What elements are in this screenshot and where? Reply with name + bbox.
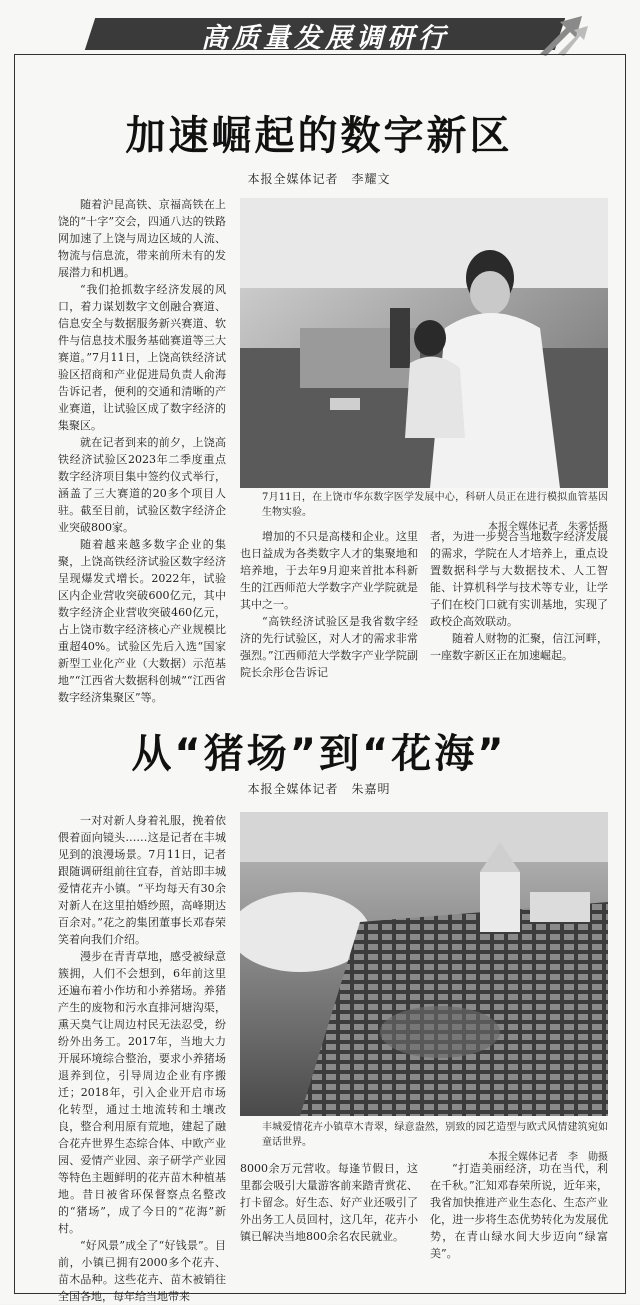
paragraph: 随着沪昆高铁、京福高铁在上饶的“十字”交会，四通八达的铁路网加速了上饶与周边区域的人流、物流与信息流，带来前所未有的发展潜力和机遇。	[58, 198, 226, 279]
paragraph: 增加的不只是高楼和企业。这里也日益成为各类数字人才的集聚地和培养地，于去年9月迎来首批本科新生的江西师范大学数字产业学院就是其中之一。	[240, 530, 418, 611]
paragraph: 漫步在青青草地，感受被绿意簇拥，人们不会想到，6年前这里还遍布着小作坊和小养猪场。养猪产生的废物和污水直排河塘沟渠，熏天臭气让周边村民无法忍受，纷纷外出务工。2017年，当地大力开展环境综合整治，要求小养猪场退养到位，引导周边企业有序搬迁；2018年，引入企业开启市场化转型，通过土地流转和土壤改良，整合利用原有荒地，建起了融合花卉世界生态综合体、中欧产业园、爱情产业园、亲子研学产业园等特色主题鲜明的花卉苗木种植基地。昔日被省环保督察点名整改的“猪场”，成了今日的“花海”新村。	[58, 950, 226, 1235]
article2-photo-aerial	[240, 812, 608, 1116]
article2-column-2	[240, 1160, 418, 1245]
article1-photo-lab	[240, 198, 608, 488]
caption-text: 7月11日，在上饶市华东数字医学发展中心，科研人员正在进行模拟血管基因生物实验。	[262, 492, 608, 518]
article1-headline: 加速崛起的数字新区	[125, 113, 513, 159]
article1-column-3	[430, 528, 608, 664]
article1-byline: 本报全媒体记者 李耀文	[247, 172, 391, 186]
paragraph: 者，为进一步契合当地数字经济发展的需求，学院在人才培养上，重点设置数据科学与大数据技术、人工智能、计算机科学与技术等专业，让学子们在校门口就有实训基地，实现了政校企高效联动。	[430, 530, 608, 628]
paragraph: “好风景”成全了“好钱景”。目前，小镇已拥有2000多个花卉、苗木品种。这些花卉、苗木被销往全国各地，每年给当地带来	[58, 1239, 226, 1303]
banner-title: 高质量发展调研行	[201, 23, 449, 54]
article2-headline: 从“猪场”到“花海”	[131, 731, 507, 777]
article2-column-3	[430, 1160, 608, 1262]
arrow-up-right-icon	[536, 12, 592, 56]
paragraph: “高铁经济试验区是我省数字经济的先行试验区，对人才的需求非常强烈。”江西师范大学数字产业学院副院长余彤仓告诉记	[240, 615, 418, 679]
paragraph: “打造美丽经济，功在当代，利在千秋。”汇知邓春荣所说，近年来，我省加快推进产业生态化、生态产业化，进一步将生态优势转化为发展优势，在青山绿水间大步迈向“绿富美”。	[430, 1162, 608, 1260]
paragraph: 随着越来越多数字企业的集聚，上饶高铁经济试验区数字经济呈现爆发式增长。2022年，试验区内企业营收突破600亿元，其中数字经济企业营收突破460亿元，占上饶市数字经济核心产业规模比重超40%。试验区先后入选“国家新型工业化产业（大数据）示范基地”“江西省大数据科创城”“江西省数字经济集聚区”等。	[58, 538, 226, 704]
caption-text: 丰城爱情花卉小镇草木青翠，绿意盎然，别致的园艺造型与欧式风情建筑宛如童话世界。	[262, 1122, 608, 1148]
paragraph: 就在记者到来的前夕，上饶高铁经济试验区2023年二季度重点数字经济项目集中签约仪式举行，涵盖了三大赛道的20多个项目人驻。截至目前，试验区数字经济企业突破800家。	[58, 436, 226, 534]
article1-column-2	[240, 528, 418, 681]
article2-caption	[262, 1120, 608, 1165]
article2-byline: 本报全媒体记者 朱嘉明	[247, 782, 391, 796]
section-banner	[30, 10, 620, 54]
photo-credit: 本报全媒体记者 朱雾恬摄	[488, 522, 608, 533]
article1-column-1	[58, 196, 226, 706]
paragraph: 一对对新人身着礼服，挽着依偎着面向镜头……这是记者在丰城见到的浪漫场景。7月11日，记者跟随调研组前往宜春，首站即丰城爱情花卉小镇。“平均每天有30余对新人在这里拍婚纱照，高峰期达百余对。”花之韵集团董事长邓春荣笑着向我们介绍。	[58, 814, 226, 946]
photo-credit: 本报全媒体记者 李 勋摄	[488, 1152, 608, 1163]
paragraph: 8000余万元营收。每逢节假日，这里都会吸引大量游客前来踏青赏花、打卡留念。好生态、好产业还吸引了外出务工人员回村，这几年，花卉小镇已解决当地800余名农民就业。	[240, 1162, 418, 1243]
paragraph: “我们抢抓数字经济发展的风口，着力谋划数字文创融合赛道、信息安全与数据服务新兴赛道、软件与信息技术服务基础赛道等三大赛道。”7月11日，上饶高铁经济试验区招商和产业促进局负责人俞海告诉记者，便利的交通和清晰的产业赛道，让试验区成了数字经济的集聚区。	[58, 283, 226, 432]
paragraph: 随着人财物的汇聚，信江河畔，一座数字新区正在加速崛起。	[430, 632, 608, 662]
article2-column-1	[58, 812, 226, 1305]
